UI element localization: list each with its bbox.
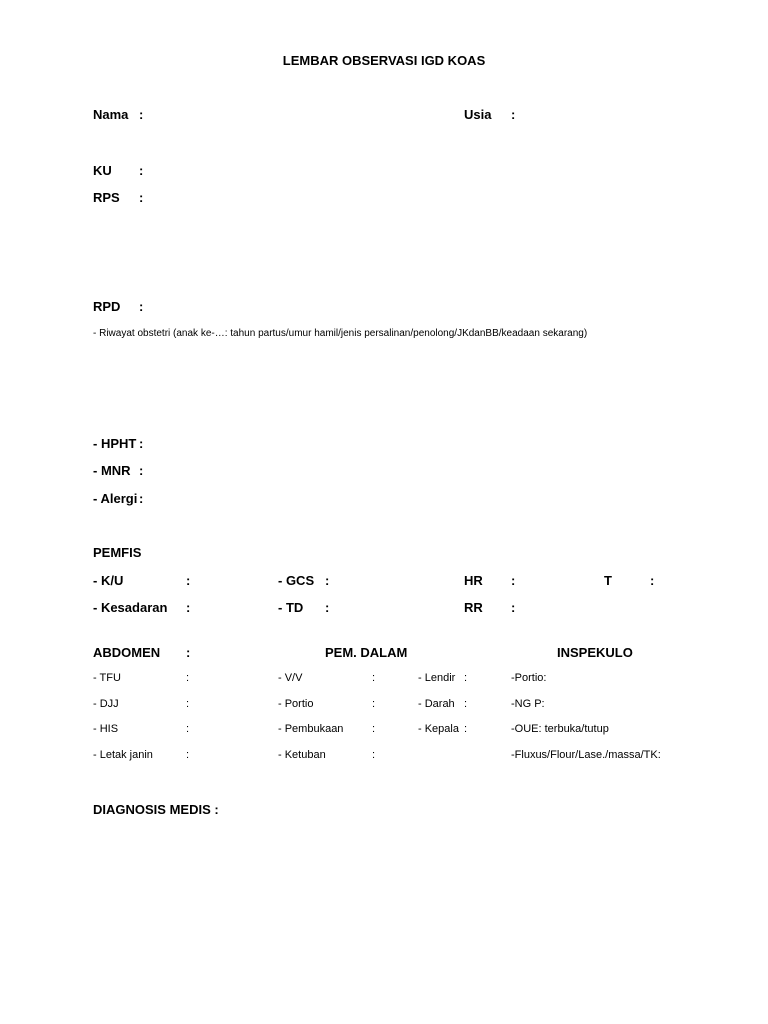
label-ku: KU (93, 163, 112, 178)
colon-keadaan-umum: : (186, 573, 191, 588)
colon-hpht: : (139, 436, 144, 451)
colon-kesadaran: : (186, 600, 191, 615)
label-hpht: - HPHT (93, 436, 137, 451)
label-mnr: - MNR (93, 463, 131, 478)
colon-rr: : (511, 600, 516, 615)
colon-nama: : (139, 107, 144, 122)
label-hr: HR (464, 573, 483, 588)
label-rr: RR (464, 600, 483, 615)
heading-inspekulo: INSPEKULO (557, 645, 633, 660)
colon-lendir: : (464, 672, 468, 684)
inspekulo-item-oue: -OUE: terbuka/tutup (511, 723, 609, 735)
abdomen-item-letak-janin: - Letak janin (93, 749, 153, 761)
label-kesadaran: - Kesadaran (93, 600, 168, 615)
heading-abdomen: ABDOMEN (93, 645, 161, 660)
label-rpd: RPD (93, 299, 121, 314)
colon-mnr: : (139, 463, 144, 478)
dalam-item-ketuban: - Ketuban (278, 749, 326, 761)
label-keadaan-umum: - K/U (93, 573, 124, 588)
colon-djj: : (186, 698, 190, 710)
colon-pembukaan: : (372, 723, 376, 735)
abdomen-item-tfu: - TFU (93, 672, 121, 684)
colon-alergi: : (139, 491, 144, 506)
label-nama: Nama (93, 107, 129, 122)
colon-rpd: : (139, 299, 144, 314)
abdomen-item-his: - HIS (93, 723, 119, 735)
dalam-item-vv: - V/V (278, 672, 303, 684)
colon-ku: : (139, 163, 144, 178)
label-td: - TD (278, 600, 304, 615)
colon-his: : (186, 723, 190, 735)
label-usia: Usia (464, 107, 492, 122)
label-rps: RPS (93, 190, 120, 205)
inspekulo-item-portio: -Portio: (511, 672, 547, 684)
colon-kepala: : (464, 723, 468, 735)
label-alergi: - Alergi (93, 491, 138, 506)
label-gcs: - GCS (278, 573, 315, 588)
dalam-item-pembukaan: - Pembukaan (278, 723, 344, 735)
riwayat-obstetri: - Riwayat obstetri (anak ke-…: tahun partus/umur hamil/jenis persalinan/penolong/JKdanBB/keadaan sekarang) (93, 328, 588, 339)
heading-pem-dalam: PEM. DALAM (325, 645, 408, 660)
inspekulo-item-ngp: -NG P: (511, 698, 545, 710)
colon-letak-janin: : (186, 749, 190, 761)
colon-ketuban: : (372, 749, 376, 761)
label-t: T (604, 573, 612, 588)
inspekulo-item-fluxus: -Fluxus/Flour/Lase./massa/TK: (511, 749, 661, 761)
colon-td: : (325, 600, 330, 615)
colon-abdomen: : (186, 645, 191, 660)
heading-pemfis: PEMFIS (93, 545, 142, 560)
colon-vv: : (372, 672, 376, 684)
abdomen-item-djj: - DJJ (93, 698, 119, 710)
colon-portio: : (372, 698, 376, 710)
lendir-item-darah: - Darah (418, 698, 455, 710)
colon-t: : (650, 573, 655, 588)
colon-tfu: : (186, 672, 190, 684)
page-title: LEMBAR OBSERVASI IGD KOAS (282, 53, 486, 68)
heading-diagnosis-medis: DIAGNOSIS MEDIS : (93, 802, 219, 817)
colon-darah: : (464, 698, 468, 710)
lendir-item-lendir: - Lendir (418, 672, 456, 684)
colon-hr: : (511, 573, 516, 588)
colon-gcs: : (325, 573, 330, 588)
colon-usia: : (511, 107, 516, 122)
dalam-item-portio: - Portio (278, 698, 314, 710)
lendir-item-kepala: - Kepala (418, 723, 459, 735)
colon-rps: : (139, 190, 144, 205)
